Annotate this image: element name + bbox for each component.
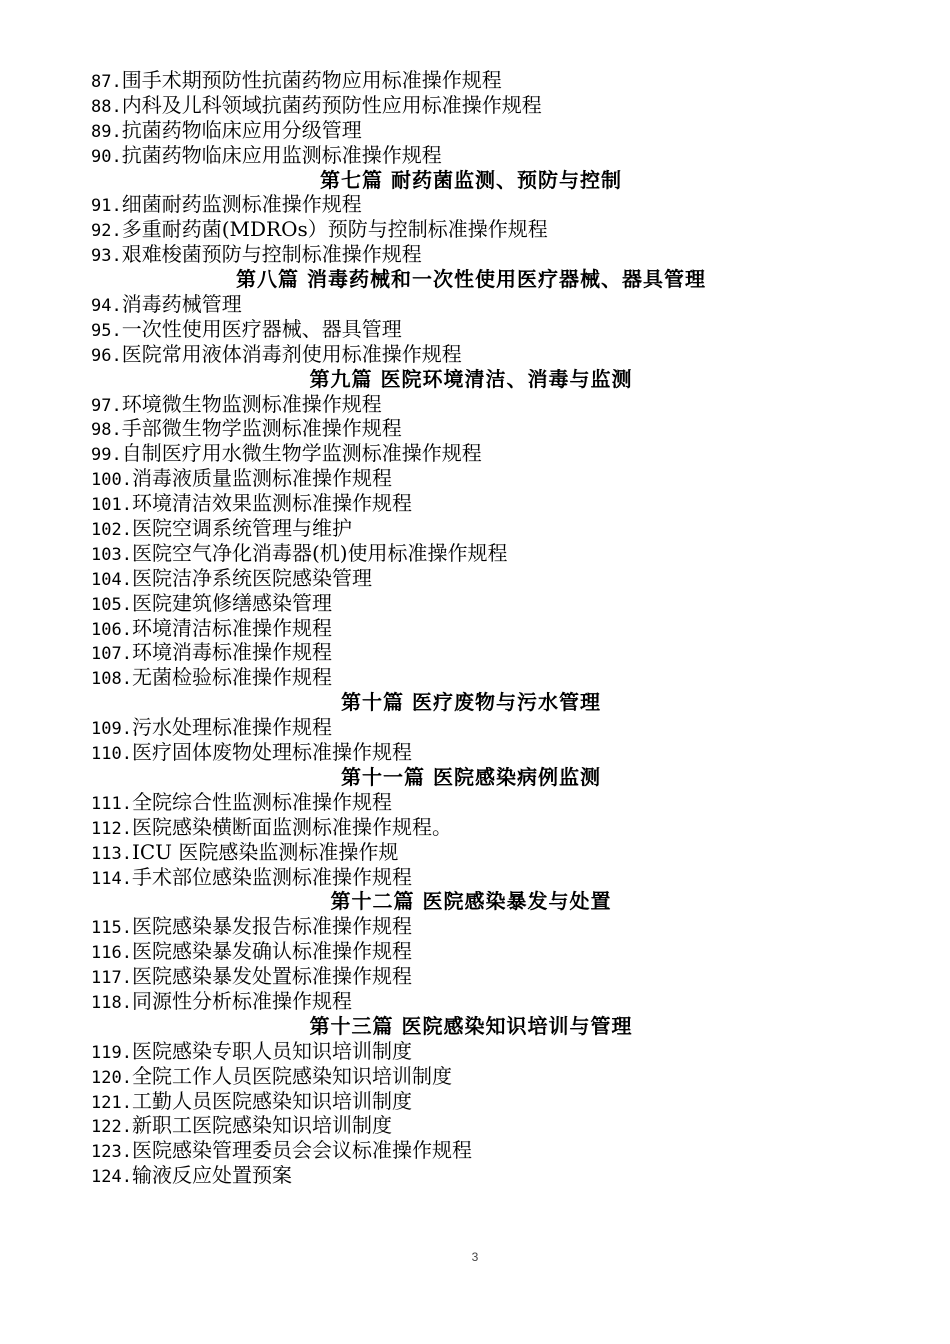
toc-item-title: 环境微生物监测标准操作规程 bbox=[121, 391, 382, 416]
toc-item-number: 106. bbox=[91, 619, 132, 640]
table-of-contents bbox=[91, 68, 851, 1188]
toc-item-title: 医院感染暴发确认标准操作规程 bbox=[131, 939, 412, 964]
toc-item bbox=[91, 815, 851, 840]
toc-item bbox=[91, 566, 851, 591]
toc-item-number: 98. bbox=[91, 420, 122, 441]
toc-item bbox=[91, 840, 851, 865]
toc-item bbox=[91, 914, 851, 939]
toc-item-title: 医院感染暴发报告标准操作规程 bbox=[131, 914, 412, 939]
toc-item-title: 工勤人员医院感染知识培训制度 bbox=[131, 1088, 412, 1113]
toc-item-title: 同源性分析标准操作规程 bbox=[131, 988, 352, 1013]
toc-item-number: 87. bbox=[91, 72, 122, 92]
toc-item-number: 99. bbox=[91, 445, 122, 466]
page-number: 3 bbox=[471, 1250, 479, 1264]
toc-item-number: 113. bbox=[91, 843, 132, 864]
toc-item-number: 91. bbox=[91, 196, 122, 217]
toc-item bbox=[91, 1138, 851, 1163]
section-heading: 第九篇 医院环境清洁、消毒与监测 bbox=[309, 366, 633, 391]
toc-item bbox=[91, 1089, 851, 1114]
toc-item-title: 医疗固体废物处理标准操作规程 bbox=[131, 740, 412, 765]
toc-item-number: 90. bbox=[91, 146, 122, 167]
toc-item-title: 自制医疗用水微生物学监测标准操作规程 bbox=[121, 441, 482, 466]
section-heading: 第七篇 耐药菌监测、预防与控制 bbox=[320, 167, 622, 192]
toc-item bbox=[91, 591, 851, 616]
toc-item-number: 107. bbox=[91, 644, 132, 665]
toc-item-number: 93. bbox=[91, 246, 122, 267]
toc-item bbox=[91, 541, 851, 566]
toc-item bbox=[91, 292, 851, 317]
toc-item-title: 医院感染专职人员知识培训制度 bbox=[131, 1038, 412, 1063]
toc-item bbox=[91, 93, 851, 118]
toc-item-number: 92. bbox=[91, 221, 122, 242]
toc-item-number: 124. bbox=[91, 1167, 132, 1188]
toc-item bbox=[91, 217, 851, 242]
toc-item-number: 108. bbox=[91, 669, 132, 690]
toc-item-title: 医院空调系统管理与维护 bbox=[131, 516, 352, 541]
toc-item-number: 102. bbox=[91, 520, 132, 541]
toc-item-title: 环境清洁标准操作规程 bbox=[131, 615, 332, 640]
toc-item bbox=[91, 416, 851, 441]
toc-item bbox=[91, 491, 851, 516]
toc-item bbox=[91, 516, 851, 541]
toc-item bbox=[91, 939, 851, 964]
toc-item-number: 114. bbox=[91, 868, 132, 889]
toc-item-title: 医院感染管理委员会会议标准操作规程 bbox=[131, 1138, 472, 1163]
toc-item-number: 103. bbox=[91, 544, 132, 565]
toc-item-number: 122. bbox=[91, 1117, 132, 1138]
toc-item bbox=[91, 790, 851, 815]
toc-item-number: 89. bbox=[91, 121, 122, 142]
toc-item-number: 94. bbox=[91, 296, 122, 317]
toc-item-number: 88. bbox=[91, 96, 122, 117]
toc-item-title: 医院洁净系统医院感染管理 bbox=[131, 565, 372, 590]
section-heading: 第十篇 医疗废物与污水管理 bbox=[341, 690, 601, 715]
toc-item-number: 112. bbox=[91, 818, 132, 839]
toc-item-title: 医院空气净化消毒器(机)使用标准操作规程 bbox=[131, 540, 508, 565]
toc-item bbox=[91, 1163, 851, 1188]
toc-item-number: 105. bbox=[91, 594, 132, 615]
toc-item-title: 输液反应处置预案 bbox=[131, 1163, 292, 1188]
toc-item-number: 101. bbox=[91, 495, 132, 516]
toc-item-title: 一次性使用医疗器械、器具管理 bbox=[121, 316, 402, 341]
toc-item-number: 96. bbox=[91, 345, 122, 366]
toc-item-number: 109. bbox=[91, 719, 132, 740]
toc-item-title: 医院建筑修缮感染管理 bbox=[131, 590, 332, 615]
section-heading: 第八篇 消毒药械和一次性使用医疗器械、器具管理 bbox=[236, 267, 706, 292]
toc-item bbox=[91, 964, 851, 989]
section-heading: 第十二篇 医院感染暴发与处置 bbox=[330, 889, 612, 914]
toc-item bbox=[91, 118, 851, 143]
toc-item-number: 100. bbox=[91, 470, 132, 491]
toc-item-title: 手术部位感染监测标准操作规程 bbox=[131, 864, 412, 889]
toc-item-number: 123. bbox=[91, 1142, 132, 1163]
toc-item-title: 环境清洁效果监测标准操作规程 bbox=[131, 491, 412, 516]
toc-item-title: 内科及儿科领域抗菌药预防性应用标准操作规程 bbox=[121, 92, 542, 117]
toc-item bbox=[91, 989, 851, 1014]
toc-item bbox=[91, 466, 851, 491]
toc-item-number: 110. bbox=[91, 744, 132, 765]
toc-item-title: 消毒药械管理 bbox=[121, 292, 242, 317]
toc-item bbox=[91, 242, 851, 267]
section-heading: 第十一篇 医院感染病例监测 bbox=[341, 764, 601, 789]
toc-item-number: 97. bbox=[91, 395, 122, 416]
toc-item-number: 118. bbox=[91, 992, 132, 1013]
toc-item-title: 抗菌药物临床应用分级管理 bbox=[121, 117, 362, 142]
toc-item-number: 116. bbox=[91, 943, 132, 964]
toc-item-number: 120. bbox=[91, 1067, 132, 1088]
toc-item bbox=[91, 192, 851, 217]
toc-item-title: 环境消毒标准操作规程 bbox=[131, 640, 332, 665]
toc-item-title: 医院感染暴发处置标准操作规程 bbox=[131, 964, 412, 989]
toc-item-number: 104. bbox=[91, 569, 132, 590]
toc-item-number: 115. bbox=[91, 918, 132, 939]
toc-item bbox=[91, 665, 851, 690]
toc-item-number: 117. bbox=[91, 968, 132, 989]
toc-item-title: 围手术期预防性抗菌药物应用标准操作规程 bbox=[121, 68, 502, 92]
toc-item bbox=[91, 68, 851, 93]
toc-item-title: 医院常用液体消毒剂使用标准操作规程 bbox=[121, 341, 462, 366]
toc-item bbox=[91, 441, 851, 466]
toc-item-title: 污水处理标准操作规程 bbox=[131, 715, 332, 740]
toc-item bbox=[91, 1039, 851, 1064]
toc-item-title: 艰难梭菌预防与控制标准操作规程 bbox=[121, 242, 422, 267]
toc-item-number: 121. bbox=[91, 1092, 132, 1113]
toc-item-number: 95. bbox=[91, 320, 122, 341]
toc-item-title: 消毒液质量监测标准操作规程 bbox=[131, 466, 392, 491]
toc-item bbox=[91, 865, 851, 890]
toc-item bbox=[91, 392, 851, 417]
toc-item-title: 细菌耐药监测标准操作规程 bbox=[121, 192, 362, 217]
toc-item-title: 全院工作人员医院感染知识培训制度 bbox=[131, 1063, 452, 1088]
toc-item bbox=[91, 640, 851, 665]
toc-item-title: 医院感染横断面监测标准操作规程。 bbox=[131, 814, 452, 839]
toc-item bbox=[91, 143, 851, 168]
toc-item-title: 多重耐药菌(MDROs）预防与控制标准操作规程 bbox=[121, 217, 548, 242]
toc-item bbox=[91, 1113, 851, 1138]
toc-item-title: 全院综合性监测标准操作规程 bbox=[131, 789, 392, 814]
toc-item-number: 111. bbox=[91, 793, 132, 814]
toc-item bbox=[91, 342, 851, 367]
section-heading: 第十三篇 医院感染知识培训与管理 bbox=[309, 1013, 633, 1038]
toc-item bbox=[91, 616, 851, 641]
toc-item-title: 抗菌药物临床应用监测标准操作规程 bbox=[121, 142, 442, 167]
toc-item-title: 手部微生物学监测标准操作规程 bbox=[121, 416, 402, 441]
toc-item-number: 119. bbox=[91, 1042, 132, 1063]
toc-item-title: 无菌检验标准操作规程 bbox=[131, 665, 332, 690]
toc-item-title: ICU 医院感染监测标准操作规 bbox=[131, 839, 399, 864]
toc-item bbox=[91, 715, 851, 740]
toc-item bbox=[91, 317, 851, 342]
toc-item bbox=[91, 1064, 851, 1089]
toc-item bbox=[91, 740, 851, 765]
toc-item-title: 新职工医院感染知识培训制度 bbox=[131, 1113, 392, 1138]
